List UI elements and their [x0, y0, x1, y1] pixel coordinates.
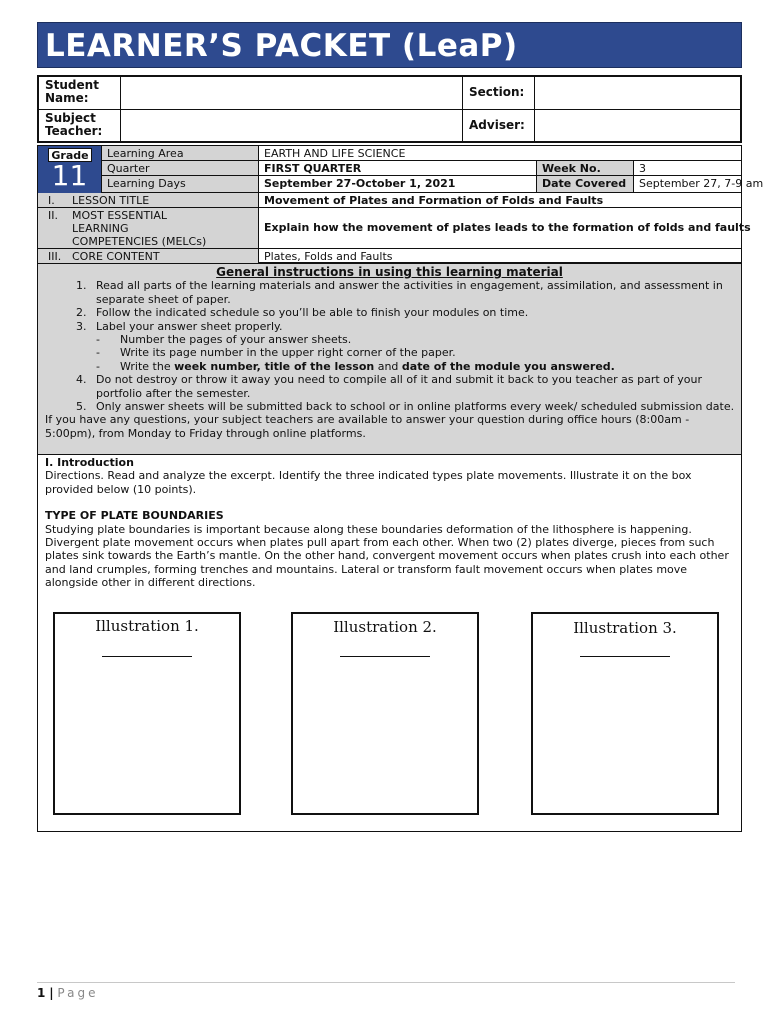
core-content-value: Plates, Folds and Faults	[258, 249, 741, 263]
melc-label-line2: LEARNING	[72, 222, 129, 235]
grade-badge	[38, 146, 101, 193]
instruction-subitem-text: Write the	[120, 359, 175, 373]
instructions-closing: If you have any questions, your subject teachers are available to answer your question during office hours (8:00am - 5:00pm), from Monday to Friday through online platforms.	[45, 413, 690, 440]
week-value: 3	[633, 161, 741, 176]
answer-line	[580, 656, 670, 657]
melc-label-line1: MOST ESSENTIAL	[72, 209, 168, 222]
learning-area-label: Learning Area	[101, 146, 258, 161]
instruction-sublist	[96, 333, 741, 373]
instruction-item: 5. Only answer sheets will be submitted back to school or in online platforms every week/ scheduled submission date.	[90, 400, 741, 413]
lesson-title-text: LESSON TITLE	[72, 194, 150, 207]
instruction-subitem-text: Write its page number in the upper right corner of the paper.	[120, 346, 456, 360]
instruction-item	[90, 320, 741, 374]
illustration-title: Illustration 3.	[573, 619, 677, 637]
illustration-box-3[interactable]	[531, 612, 719, 815]
lesson-title-number: I.	[48, 194, 55, 207]
student-name-label: Student Name:	[39, 77, 121, 110]
learning-days-value: September 27-October 1, 2021	[258, 176, 536, 193]
adviser-label: Adviser:	[463, 110, 535, 141]
grade-number: 11	[51, 159, 88, 192]
date-covered-label: Date Covered	[536, 176, 633, 193]
student-info-table	[37, 75, 742, 143]
plate-boundaries-heading: TYPE OF PLATE BOUNDARIES	[45, 509, 224, 523]
section-field[interactable]	[535, 77, 740, 110]
melc-label-line3: COMPETENCIES (MELCs)	[72, 235, 207, 248]
instruction-item-text: Label your answer sheet properly.	[96, 319, 283, 333]
quarter-value: FIRST QUARTER	[258, 161, 536, 176]
week-label: Week No.	[536, 161, 633, 176]
grade-label: Grade	[48, 148, 92, 162]
learning-area-value: EARTH AND LIFE SCIENCE	[258, 146, 741, 161]
illustration-title: Illustration 1.	[95, 617, 199, 635]
illustration-box-2[interactable]	[291, 612, 479, 815]
instruction-item: 1. Read all parts of the learning materials and answer the activities in engagement, assimilation, and assessment in separate sheet of paper.	[90, 279, 741, 306]
instruction-bold-text: week number, title of the lesson	[174, 359, 375, 373]
instruction-item: 2. Follow the indicated schedule so you’ll be able to finish your modules on time.	[90, 306, 741, 319]
core-content-label	[38, 249, 258, 263]
introduction-heading: I. Introduction	[45, 456, 134, 469]
instruction-bold-text: date of the module you answered.	[401, 359, 615, 373]
melc-value: Explain how the movement of plates leads to the formation of folds and faults	[258, 208, 741, 249]
core-number: III.	[48, 250, 62, 263]
student-name-field[interactable]	[121, 77, 463, 110]
subject-teacher-field[interactable]	[121, 110, 463, 141]
melc-label	[38, 208, 258, 249]
instructions-list	[38, 279, 741, 413]
quarter-label: Quarter	[101, 161, 258, 176]
learning-days-label: Learning Days	[101, 176, 258, 193]
instruction-subitem-text: and	[374, 359, 402, 373]
introduction-directions: Directions. Read and analyze the excerpt. Identify the three indicated types plate movements. Illustrate it on the box provided below (10 points).	[45, 469, 692, 496]
instruction-subitem: - Write the week number, title of the lesson and date of the module you answered.	[96, 359, 615, 373]
instructions-title: General instructions in using this learning material	[216, 265, 563, 279]
subject-teacher-label: Subject Teacher:	[39, 110, 121, 141]
instruction-subitem-text: Number the pages of your answer sheets.	[120, 333, 352, 347]
general-instructions	[37, 263, 742, 455]
lesson-table	[37, 145, 764, 263]
melc-number: II.	[48, 209, 58, 222]
adviser-field[interactable]	[535, 110, 740, 141]
section-label: Section:	[463, 77, 535, 110]
core-text: CORE CONTENT	[72, 250, 160, 263]
answer-line	[340, 656, 430, 657]
page-label: Page	[57, 986, 99, 1000]
instruction-item: 4. Do not destroy or throw it away you need to compile all of it and submit it back to you teacher as part of your portfolio after the semester.	[90, 373, 741, 400]
packet-title: LEARNER’S PACKET (LeaP)	[37, 22, 742, 68]
footer-divider	[37, 982, 735, 983]
plate-boundaries-paragraph: Studying plate boundaries is important because along these boundaries deformation of the lithosphere is happening. Divergent plate movement occurs when plates pull apart from each other. When two (2) plates diverge, pieces from such plates sink towards the Earth’s mantle. On the other hand, convergent movement occurs when plates crush into each other and land crumples, forming trenches and mountains. Lateral or transform fault movement occurs when plates move alongside other in different directions.	[45, 522, 729, 590]
page-number: 1	[37, 986, 46, 1000]
answer-line	[102, 656, 192, 657]
introduction-section	[37, 455, 742, 832]
lesson-title-value: Movement of Plates and Formation of Folds and Faults	[258, 193, 741, 208]
illustration-title: Illustration 2.	[333, 618, 437, 636]
illustration-box-1[interactable]	[53, 612, 241, 815]
instruction-subitem: - Number the pages of your answer sheets.	[96, 333, 352, 347]
instruction-subitem: - Write its page number in the upper right corner of the paper.	[96, 346, 456, 360]
page-footer	[37, 986, 98, 1000]
lesson-title-label	[38, 193, 258, 208]
date-covered-value: September 27, 7-9 am	[633, 176, 741, 193]
footer-separator: |	[49, 986, 54, 1000]
